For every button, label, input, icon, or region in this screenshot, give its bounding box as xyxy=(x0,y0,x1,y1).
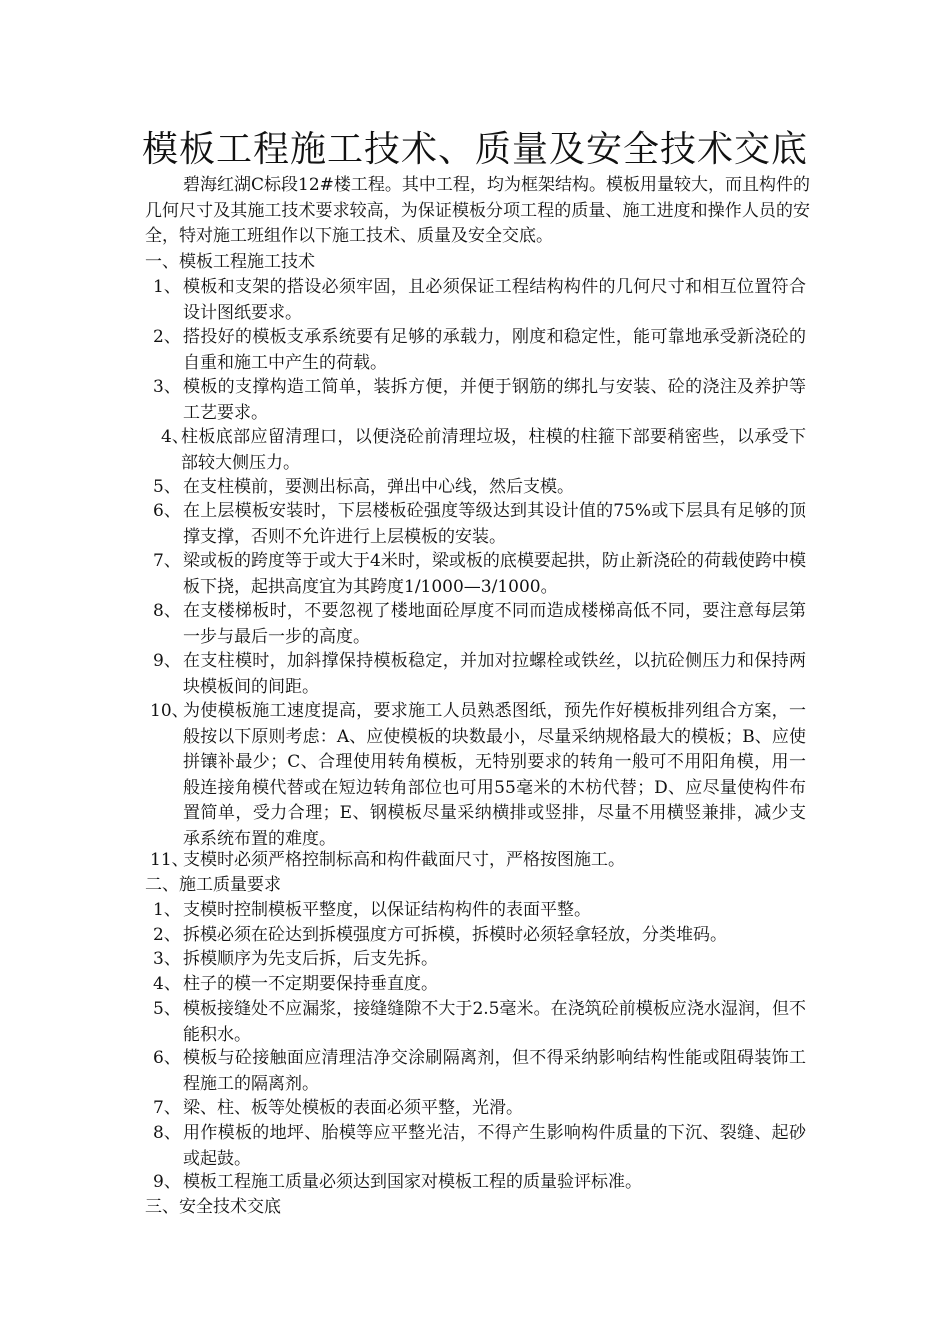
item-text: 在支柱模时，加斜撑保持模板稳定，并加对拉螺栓或铁丝，以抗砼侧压力和保持两块模板间的间距。 xyxy=(183,651,806,697)
list-item xyxy=(153,1096,806,1122)
document-title: 模板工程施工技术、质量及安全技术交底 xyxy=(141,129,808,170)
item-number: 7、 xyxy=(153,551,181,571)
item-number: 5、 xyxy=(153,477,181,497)
section-heading-construction-technique: 一、模板工程施工技术 xyxy=(145,252,315,272)
item-number: 2、 xyxy=(153,327,181,347)
item-number: 3、 xyxy=(153,377,181,397)
list-item xyxy=(153,275,806,326)
list-item xyxy=(150,848,806,874)
list-item xyxy=(153,599,806,650)
list-item xyxy=(150,699,806,852)
list-item xyxy=(153,972,806,998)
item-text: 搭投好的模板支承系统要有足够的承载力，刚度和稳定性，能可靠地承受新浇砼的自重和施工中产生的荷载。 xyxy=(183,327,806,373)
item-text: 在支柱模前，要测出标高，弹出中心线，然后支模。 xyxy=(183,477,574,497)
list-item xyxy=(153,1170,806,1196)
item-number: 8、 xyxy=(153,601,181,621)
item-text: 拆模顺序为先支后拆，后支先拆。 xyxy=(183,949,438,969)
item-text: 模板接缝处不应漏浆，接缝缝隙不大于2.5毫米。在浇筑砼前模板应浇水湿润，但不能积水。 xyxy=(183,999,806,1045)
item-number: 6、 xyxy=(153,1048,181,1068)
item-text: 用作模板的地坪、胎模等应平整光洁，不得产生影响构件质量的下沉、裂缝、起砂或起鼓。 xyxy=(183,1123,806,1169)
item-text: 模板和支架的搭设必须牢固，且必须保证工程结构构件的几何尺寸和相互位置符合设计图纸要求。 xyxy=(183,277,806,323)
item-text: 为使模板施工速度提高，要求施工人员熟悉图纸，预先作好模板排列组合方案，一般按以下原则考虑：A、应使模板的块数最小，尽量采纳规格最大的模板；B、应使拼镶补最少；C、合理使用转角模板，无特别要求的转角一般可不用阳角模，用一般连接角模代替或在短边转角部位也可用55毫米的木枋代替；D、应尽量使构件布置简单，受力合理；E、钢模板尽量采纳横排或竖排，尽量不用横竖兼排，减少支承系统布置的难度。 xyxy=(183,701,806,849)
item-text: 梁、柱、板等处模板的表面必须平整，光滑。 xyxy=(183,1098,523,1118)
item-number: 9、 xyxy=(153,651,181,671)
item-number: 4、 xyxy=(153,974,181,994)
list-item xyxy=(153,947,806,973)
item-text: 柱板底部应留清理口，以便浇砼前清理垃圾，柱模的柱箍下部要稍密些，以承受下部较大侧压力。 xyxy=(181,427,806,473)
list-item xyxy=(153,997,806,1048)
list-item xyxy=(153,923,806,949)
item-number: 11、 xyxy=(150,850,189,870)
item-text: 模板与砼接触面应清理洁净交涂刷隔离剂，但不得采纳影响结构性能或阻碍装饰工程施工的隔离剂。 xyxy=(183,1048,806,1094)
item-text: 拆模必须在砼达到拆模强度方可拆模，拆模时必须轻拿轻放，分类堆码。 xyxy=(183,925,727,945)
item-text: 在支楼梯板时，不要忽视了楼地面砼厚度不同而造成楼梯高低不同，要注意每层第一步与最后一步的高度。 xyxy=(183,601,806,647)
list-item xyxy=(153,1121,806,1172)
item-text: 支模时必须严格控制标高和构件截面尺寸，严格按图施工。 xyxy=(183,850,625,870)
item-text: 柱子的模一不定期要保持垂直度。 xyxy=(183,974,438,994)
list-item xyxy=(153,898,806,924)
section-heading-safety-briefing: 三、安全技术交底 xyxy=(145,1197,281,1217)
item-text: 支模时控制模板平整度，以保证结构构件的表面平整。 xyxy=(183,900,591,920)
item-number: 1、 xyxy=(153,900,181,920)
list-item xyxy=(161,425,806,476)
list-item xyxy=(153,1046,806,1097)
section-heading-quality-requirements: 二、施工质量要求 xyxy=(145,875,281,895)
item-text: 在上层模板安装时，下层楼板砼强度等级达到其设计值的75%或下层具有足够的顶撑支撑，否则不允许进行上层模板的安装。 xyxy=(183,501,806,547)
item-text: 梁或板的跨度等于或大于4米时，梁或板的底模要起拱，防止新浇砼的荷载使跨中模板下挠，起拱高度宜为其跨度1/1000—3/1000。 xyxy=(183,551,806,597)
list-item xyxy=(153,499,806,550)
item-number: 2、 xyxy=(153,925,181,945)
item-number: 3、 xyxy=(153,949,181,969)
intro-paragraph: 碧海红湖C标段12#楼工程。其中工程，均为框架结构。模板用量较大，而且构件的几何尺寸及其施工技术要求较高，为保证模板分项工程的质量、施工进度和操作人员的安全，特对施工班组作以下施工技术、质量及安全交底。 xyxy=(145,175,810,246)
item-number: 4、 xyxy=(161,427,189,447)
item-text: 模板的支撑构造工简单，装拆方便，并便于钢筋的绑扎与安装、砼的浇注及养护等工艺要求。 xyxy=(183,377,806,423)
list-item xyxy=(153,649,806,700)
item-text: 模板工程施工质量必须达到国家对模板工程的质量验评标准。 xyxy=(183,1172,642,1192)
list-item xyxy=(153,375,806,426)
item-number: 6、 xyxy=(153,501,181,521)
item-number: 1、 xyxy=(153,277,181,297)
list-item xyxy=(153,475,806,501)
list-item xyxy=(153,549,806,600)
item-number: 8、 xyxy=(153,1123,181,1143)
item-number: 7、 xyxy=(153,1098,181,1118)
item-number: 9、 xyxy=(153,1172,181,1192)
item-number: 10、 xyxy=(150,701,189,721)
list-item xyxy=(153,325,806,376)
item-number: 5、 xyxy=(153,999,181,1019)
